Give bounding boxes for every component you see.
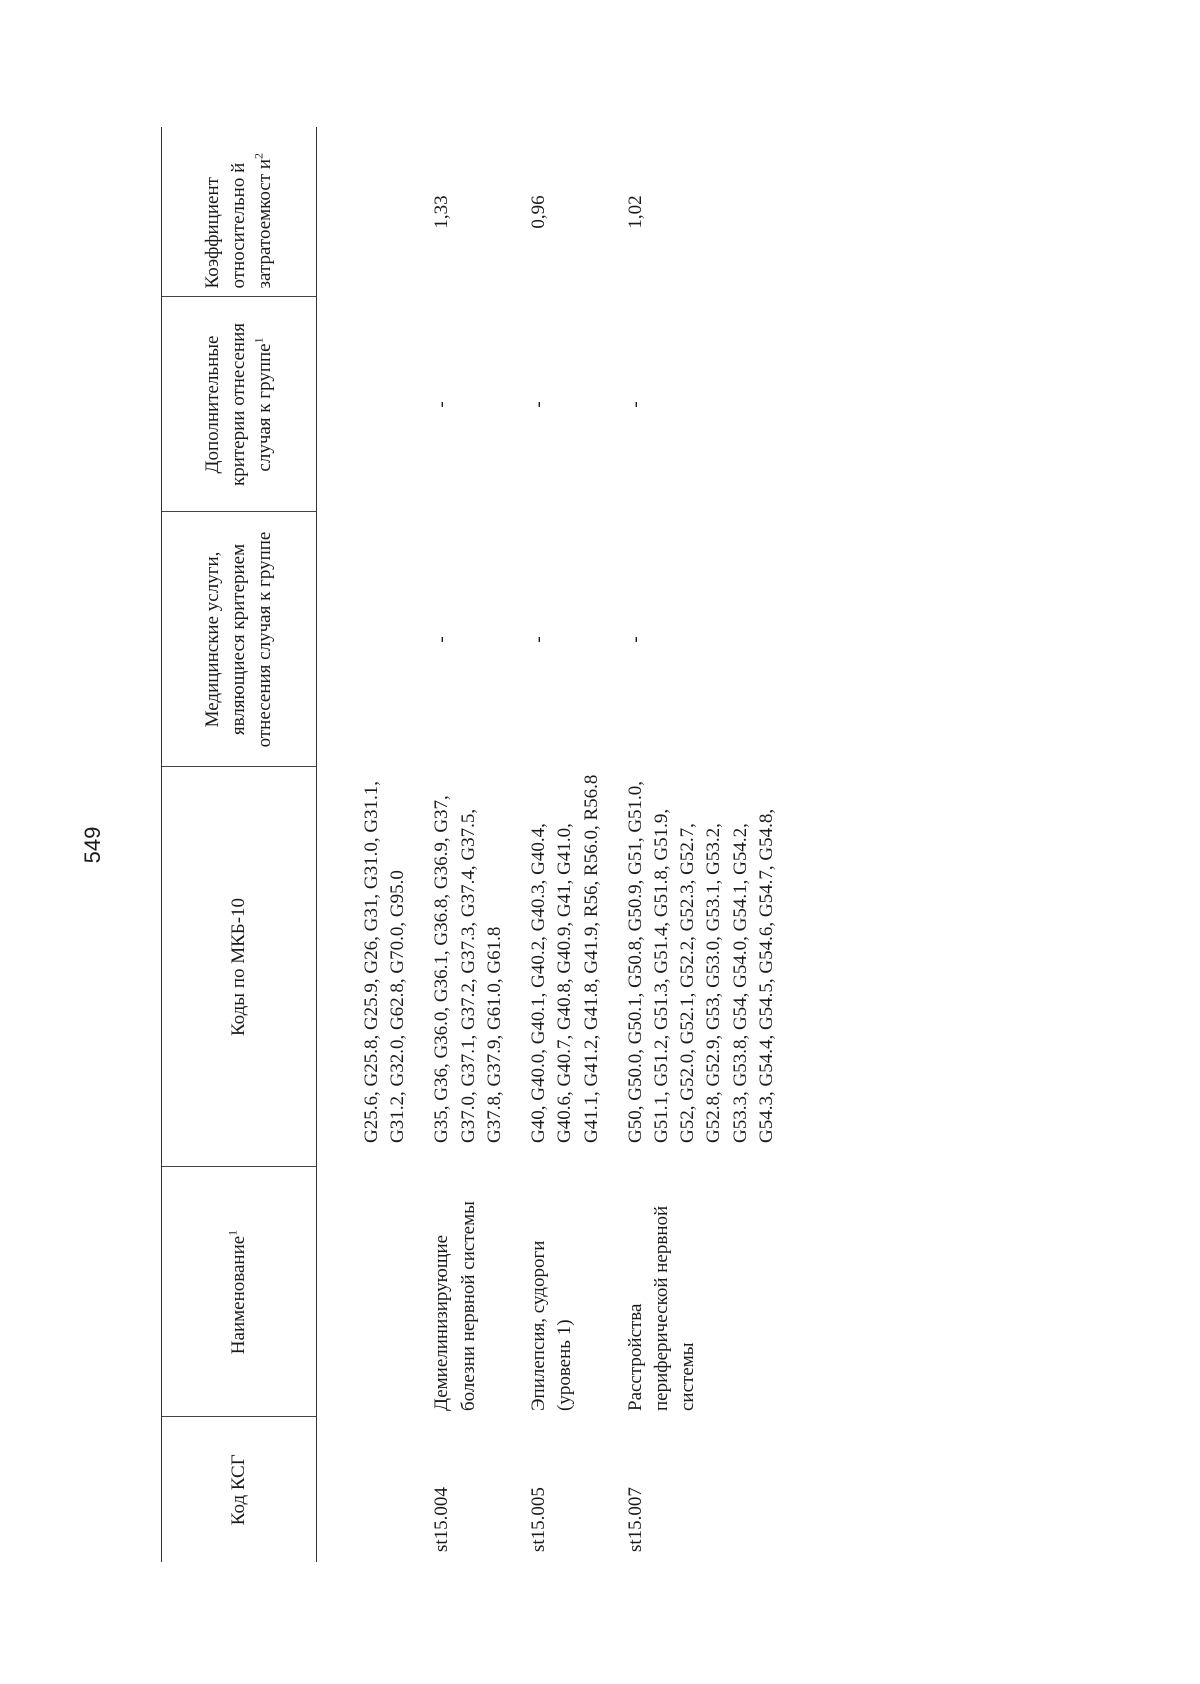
ksg-table [161, 127, 794, 1562]
ksg-code: st15.004 [431, 1487, 453, 1552]
additional-criteria: - [528, 401, 550, 408]
ksg-name: Демиелинизирующие болезни нервной системы [431, 1201, 479, 1411]
ksg-code: st15.005 [528, 1487, 550, 1552]
cost-coefficient: 0,96 [528, 195, 550, 229]
additional-criteria: - [431, 401, 453, 408]
header-coefficient: Коэффициент относительно й затратоемкост $и^2$ [162, 127, 317, 297]
icd-codes: G35, G36, G36.0, G36.1, G36.8, G36.9, G37, G37.0, G37.1, G37.2, G37.3, G37.4, G37.5, G37.8, G37.9, G61.0, G61.8 [431, 795, 505, 1143]
medical-services: - [624, 636, 646, 643]
cost-coefficient: 1,02 [624, 195, 646, 229]
medical-services: - [431, 636, 453, 643]
table-row [522, 127, 619, 1562]
rotated-table-container [161, 127, 1041, 1562]
medical-services: - [528, 636, 550, 643]
header-criteria: Дополнительные критерии отнесения случая к группе$^1$ [162, 297, 317, 512]
additional-criteria: - [624, 401, 646, 408]
icd-codes: G25.6, G25.8, G25.9, G26, G31, G31.0, G31.1, G31.2, G32.0, G62.8, G70.0, G95.0 [361, 780, 409, 1143]
ksg-name: Расстройства периферической нервной системы [624, 1205, 699, 1411]
icd-codes: G40, G40.0, G40.1, G40.2, G40.3, G40.4, G40.6, G40.7, G40.8, G40.9, G41, G41.0, G41.1, G41.2, G41.8, G41.9, R56, R56.0, R56.8 [528, 774, 602, 1143]
page-number: 549 [80, 826, 105, 864]
icd-codes: G50, G50.0, G50.1, G50.8, G50.9, G51, G51.0, G51.1, G51.2, G51.3, G51.4, G51.8, G51.9, G52, G52.0, G52.1, G52.2, G52.3, G52.7, G52.8, G52.9, G53, G53.0, G53.1, G53.2, G53.3, G53.8, G54, G54.0, G54.1, G54.2, G54.3, G54.4, G54.5, G54.6, G54.7, G54.8, [624, 780, 777, 1143]
ksg-name: Эпилепсия, судороги (уровень 1) [528, 1240, 576, 1411]
header-icd: Коды по МКБ-10 [162, 767, 317, 1167]
header-services: Медицинские услуги, являющиеся критерием отнесения случая к группе [162, 512, 317, 767]
header-name: Наименование$^1$ [162, 1167, 317, 1417]
table-header-row [162, 127, 317, 1562]
header-code: Код КСГ [162, 1417, 317, 1562]
ksg-code: st15.007 [624, 1487, 646, 1552]
table-row [425, 127, 522, 1562]
table-row [619, 127, 794, 1562]
table-row-continuation [317, 127, 426, 1562]
cost-coefficient: 1,33 [431, 195, 453, 229]
